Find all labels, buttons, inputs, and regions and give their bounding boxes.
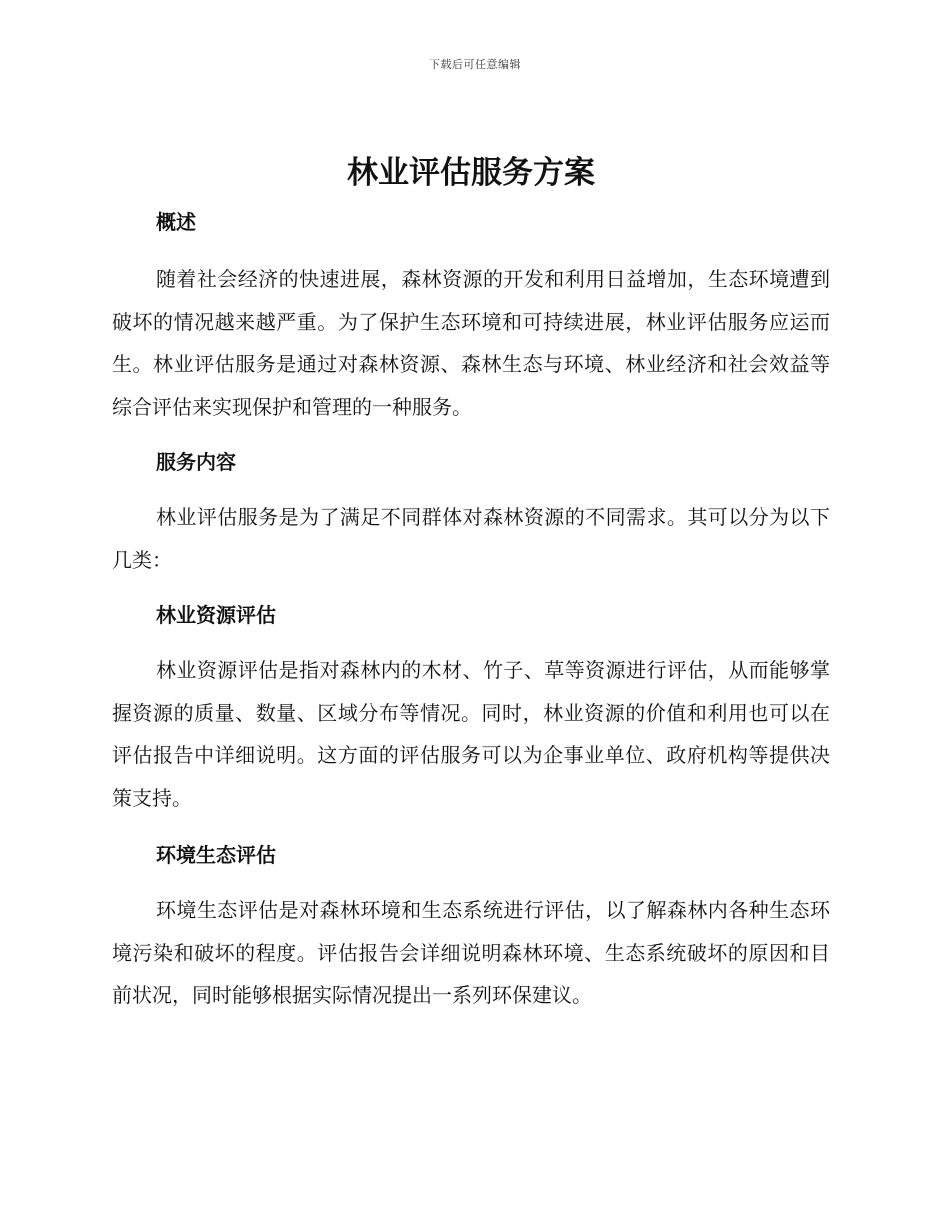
section-heading-overview: 概述 — [156, 210, 196, 234]
section-paragraph-overview: 随着社会经济的快速进展，森林资源的开发和利用日益增加，生态环境遭到破坏的情况越来越严重。为了保护生态环境和可持续进展，林业评估服务应运而生。林业评估服务是通过对森林资源、森林生态与环境、林业经济和社会效益等综合评估来实现保护和管理的一种服务。 — [112, 267, 830, 419]
section-heading-forestry-resource: 林业资源评估 — [156, 603, 276, 627]
document-title: 林业评估服务方案 — [347, 155, 595, 191]
section-heading-service-content: 服务内容 — [156, 450, 236, 474]
section-paragraph-environment-ecology: 环境生态评估是对森林环境和生态系统进行评估，以了解森林内各种生态环境污染和破坏的程度。评估报告会详细说明森林环境、生态系统破坏的原因和目前状况，同时能够根据实际情况提出一系列环保建议。 — [112, 898, 830, 1007]
section-paragraph-forestry-resource: 林业资源评估是指对森林内的木材、竹子、草等资源进行评估，从而能够掌握资源的质量、数量、区域分布等情况。同时，林业资源的价值和利用也可以在评估报告中详细说明。这方面的评估服务可以为企事业单位、政府机构等提供决策支持。 — [112, 658, 830, 810]
header-note: 下载后可任意编辑 — [429, 58, 521, 71]
section-paragraph-service-content: 林业评估服务是为了满足不同群体对森林资源的不同需求。其可以分为以下几类： — [112, 505, 830, 572]
document-body — [112, 148, 830, 1017]
section-heading-environment-ecology: 环境生态评估 — [156, 843, 276, 867]
